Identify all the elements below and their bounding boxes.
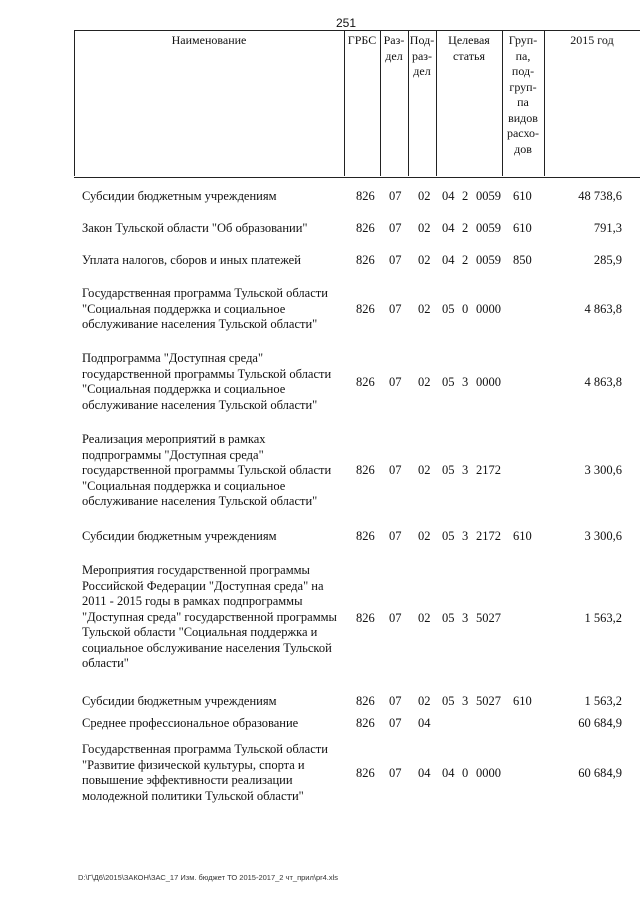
table-border-left — [74, 30, 75, 176]
row-grbs: 826 — [356, 189, 375, 203]
row-razdel: 07 — [389, 529, 402, 543]
row-cs-subprogram: 0 — [462, 766, 469, 780]
table-header — [74, 30, 640, 178]
row-sum: 3 300,6 — [584, 463, 622, 477]
header-podrazdel: Под- раз- дел — [409, 33, 435, 78]
row-vid: 610 — [513, 529, 532, 543]
row-name: Уплата налогов, сборов и иных платежей — [82, 253, 301, 267]
row-cs-program: 05 — [442, 463, 455, 477]
col-divider-grbs — [344, 30, 345, 176]
row-podrazdel: 02 — [418, 253, 431, 267]
row-razdel: 07 — [389, 253, 402, 267]
row-vid: 610 — [513, 189, 532, 203]
row-cs-direction: 0000 — [476, 302, 501, 316]
row-podrazdel: 02 — [418, 529, 431, 543]
row-sum: 4 863,8 — [584, 375, 622, 389]
row-cs-subprogram: 3 — [462, 694, 469, 708]
row-vid: 610 — [513, 694, 532, 708]
row-sum: 3 300,6 — [584, 529, 622, 543]
row-razdel: 07 — [389, 302, 402, 316]
row-cs-direction: 5027 — [476, 694, 501, 708]
header-razdel: Раз- дел — [383, 33, 405, 63]
row-name: Закон Тульской области "Об образовании" — [82, 221, 308, 235]
row-cs-direction: 0000 — [476, 766, 501, 780]
row-cs-program: 05 — [442, 694, 455, 708]
row-cs-direction: 0059 — [476, 221, 501, 235]
row-name: Государственная программа Тульской области "Социальная поддержка и социальное обслуживание населения Тульской области" — [82, 286, 328, 331]
row-sum: 4 863,8 — [584, 302, 622, 316]
row-vid: 850 — [513, 253, 532, 267]
row-cs-direction: 2172 — [476, 529, 501, 543]
row-razdel: 07 — [389, 694, 402, 708]
header-celevaya: Целевая статья — [448, 33, 490, 63]
header-grbs: ГРБС — [347, 33, 377, 47]
row-grbs: 826 — [356, 302, 375, 316]
row-podrazdel: 02 — [418, 302, 431, 316]
row-cs-direction: 0000 — [476, 375, 501, 389]
row-razdel: 07 — [389, 611, 402, 625]
row-grbs: 826 — [356, 529, 375, 543]
row-name: Субсидии бюджетным учреждениям — [82, 694, 277, 708]
row-name: Подпрограмма "Доступная среда" государственной программы Тульской области "Социальная поддержка и социальное обслуживание населения Тульской области" — [82, 351, 332, 412]
row-podrazdel: 04 — [418, 716, 431, 730]
row-grbs: 826 — [356, 716, 375, 730]
row-podrazdel: 02 — [418, 463, 431, 477]
col-divider-year — [544, 30, 545, 176]
row-cs-subprogram: 3 — [462, 611, 469, 625]
row-cs-direction: 0059 — [476, 253, 501, 267]
row-cs-program: 05 — [442, 375, 455, 389]
row-name: Субсидии бюджетным учреждениям — [82, 189, 277, 203]
row-cs-subprogram: 2 — [462, 189, 469, 203]
row-name: Субсидии бюджетным учреждениям — [82, 529, 277, 543]
row-cs-program: 05 — [442, 611, 455, 625]
row-razdel: 07 — [389, 375, 402, 389]
row-sum: 1 563,2 — [584, 611, 622, 625]
row-cs-direction: 5027 — [476, 611, 501, 625]
row-cs-subprogram: 2 — [462, 253, 469, 267]
row-razdel: 07 — [389, 221, 402, 235]
row-podrazdel: 04 — [418, 766, 431, 780]
row-grbs: 826 — [356, 463, 375, 477]
row-name: Мероприятия государственной программы Российской Федерации "Доступная среда" на 2011 - 2015 годы в рамках подпрограммы "Доступная среда" государственной программы Тульской области "Социальная поддержка и социальное обслуживание населения Тульской области" — [82, 563, 337, 670]
row-cs-program: 04 — [442, 221, 455, 235]
row-razdel: 07 — [389, 766, 402, 780]
row-cs-program: 04 — [442, 189, 455, 203]
header-year: 2015 год — [570, 33, 614, 47]
row-cs-program: 05 — [442, 302, 455, 316]
row-cs-program: 04 — [442, 253, 455, 267]
row-cs-subprogram: 3 — [462, 529, 469, 543]
row-grbs: 826 — [356, 766, 375, 780]
row-cs-subprogram: 3 — [462, 375, 469, 389]
row-cs-subprogram: 0 — [462, 302, 469, 316]
row-sum: 285,9 — [593, 253, 622, 267]
row-podrazdel: 02 — [418, 375, 431, 389]
file-path-footer: D:\Г\Д6\2015\ЗАКОН\ЗАС_17 Изм. бюджет ТО 2015-2017_2 чт_прил\pr4.xls — [78, 873, 339, 882]
row-podrazdel: 02 — [418, 189, 431, 203]
row-grbs: 826 — [356, 221, 375, 235]
row-vid: 610 — [513, 221, 532, 235]
row-name: Реализация мероприятий в рамках подпрограммы "Доступная среда" государственной программы Тульской области "Социальная поддержка и социальное обслуживание населения Тульской области" — [82, 432, 332, 508]
row-podrazdel: 02 — [418, 611, 431, 625]
row-sum: 60 684,9 — [578, 766, 622, 780]
row-grbs: 826 — [356, 253, 375, 267]
row-sum: 60 684,9 — [578, 716, 622, 730]
row-sum: 791,3 — [593, 221, 622, 235]
header-gruppa: Груп- па, под- груп- па видов расхо- дов — [506, 33, 540, 156]
row-cs-direction: 0059 — [476, 189, 501, 203]
page-number: 251 — [336, 16, 357, 30]
row-podrazdel: 02 — [418, 694, 431, 708]
row-name: Среднее профессиональное образование — [82, 716, 299, 730]
row-grbs: 826 — [356, 375, 375, 389]
row-cs-program: 04 — [442, 766, 455, 780]
row-cs-subprogram: 3 — [462, 463, 469, 477]
row-cs-program: 05 — [442, 529, 455, 543]
row-podrazdel: 02 — [418, 221, 431, 235]
header-name: Наименование — [171, 33, 247, 47]
row-razdel: 07 — [389, 716, 402, 730]
row-cs-direction: 2172 — [476, 463, 501, 477]
row-cs-subprogram: 2 — [462, 221, 469, 235]
row-name: Государственная программа Тульской области "Развитие физической культуры, спорта и повышение эффективности реализации молодежной политики Тульской области" — [82, 742, 328, 803]
row-grbs: 826 — [356, 611, 375, 625]
row-sum: 1 563,2 — [584, 694, 622, 708]
row-sum: 48 738,6 — [578, 189, 622, 203]
row-grbs: 826 — [356, 694, 375, 708]
row-razdel: 07 — [389, 463, 402, 477]
row-razdel: 07 — [389, 189, 402, 203]
